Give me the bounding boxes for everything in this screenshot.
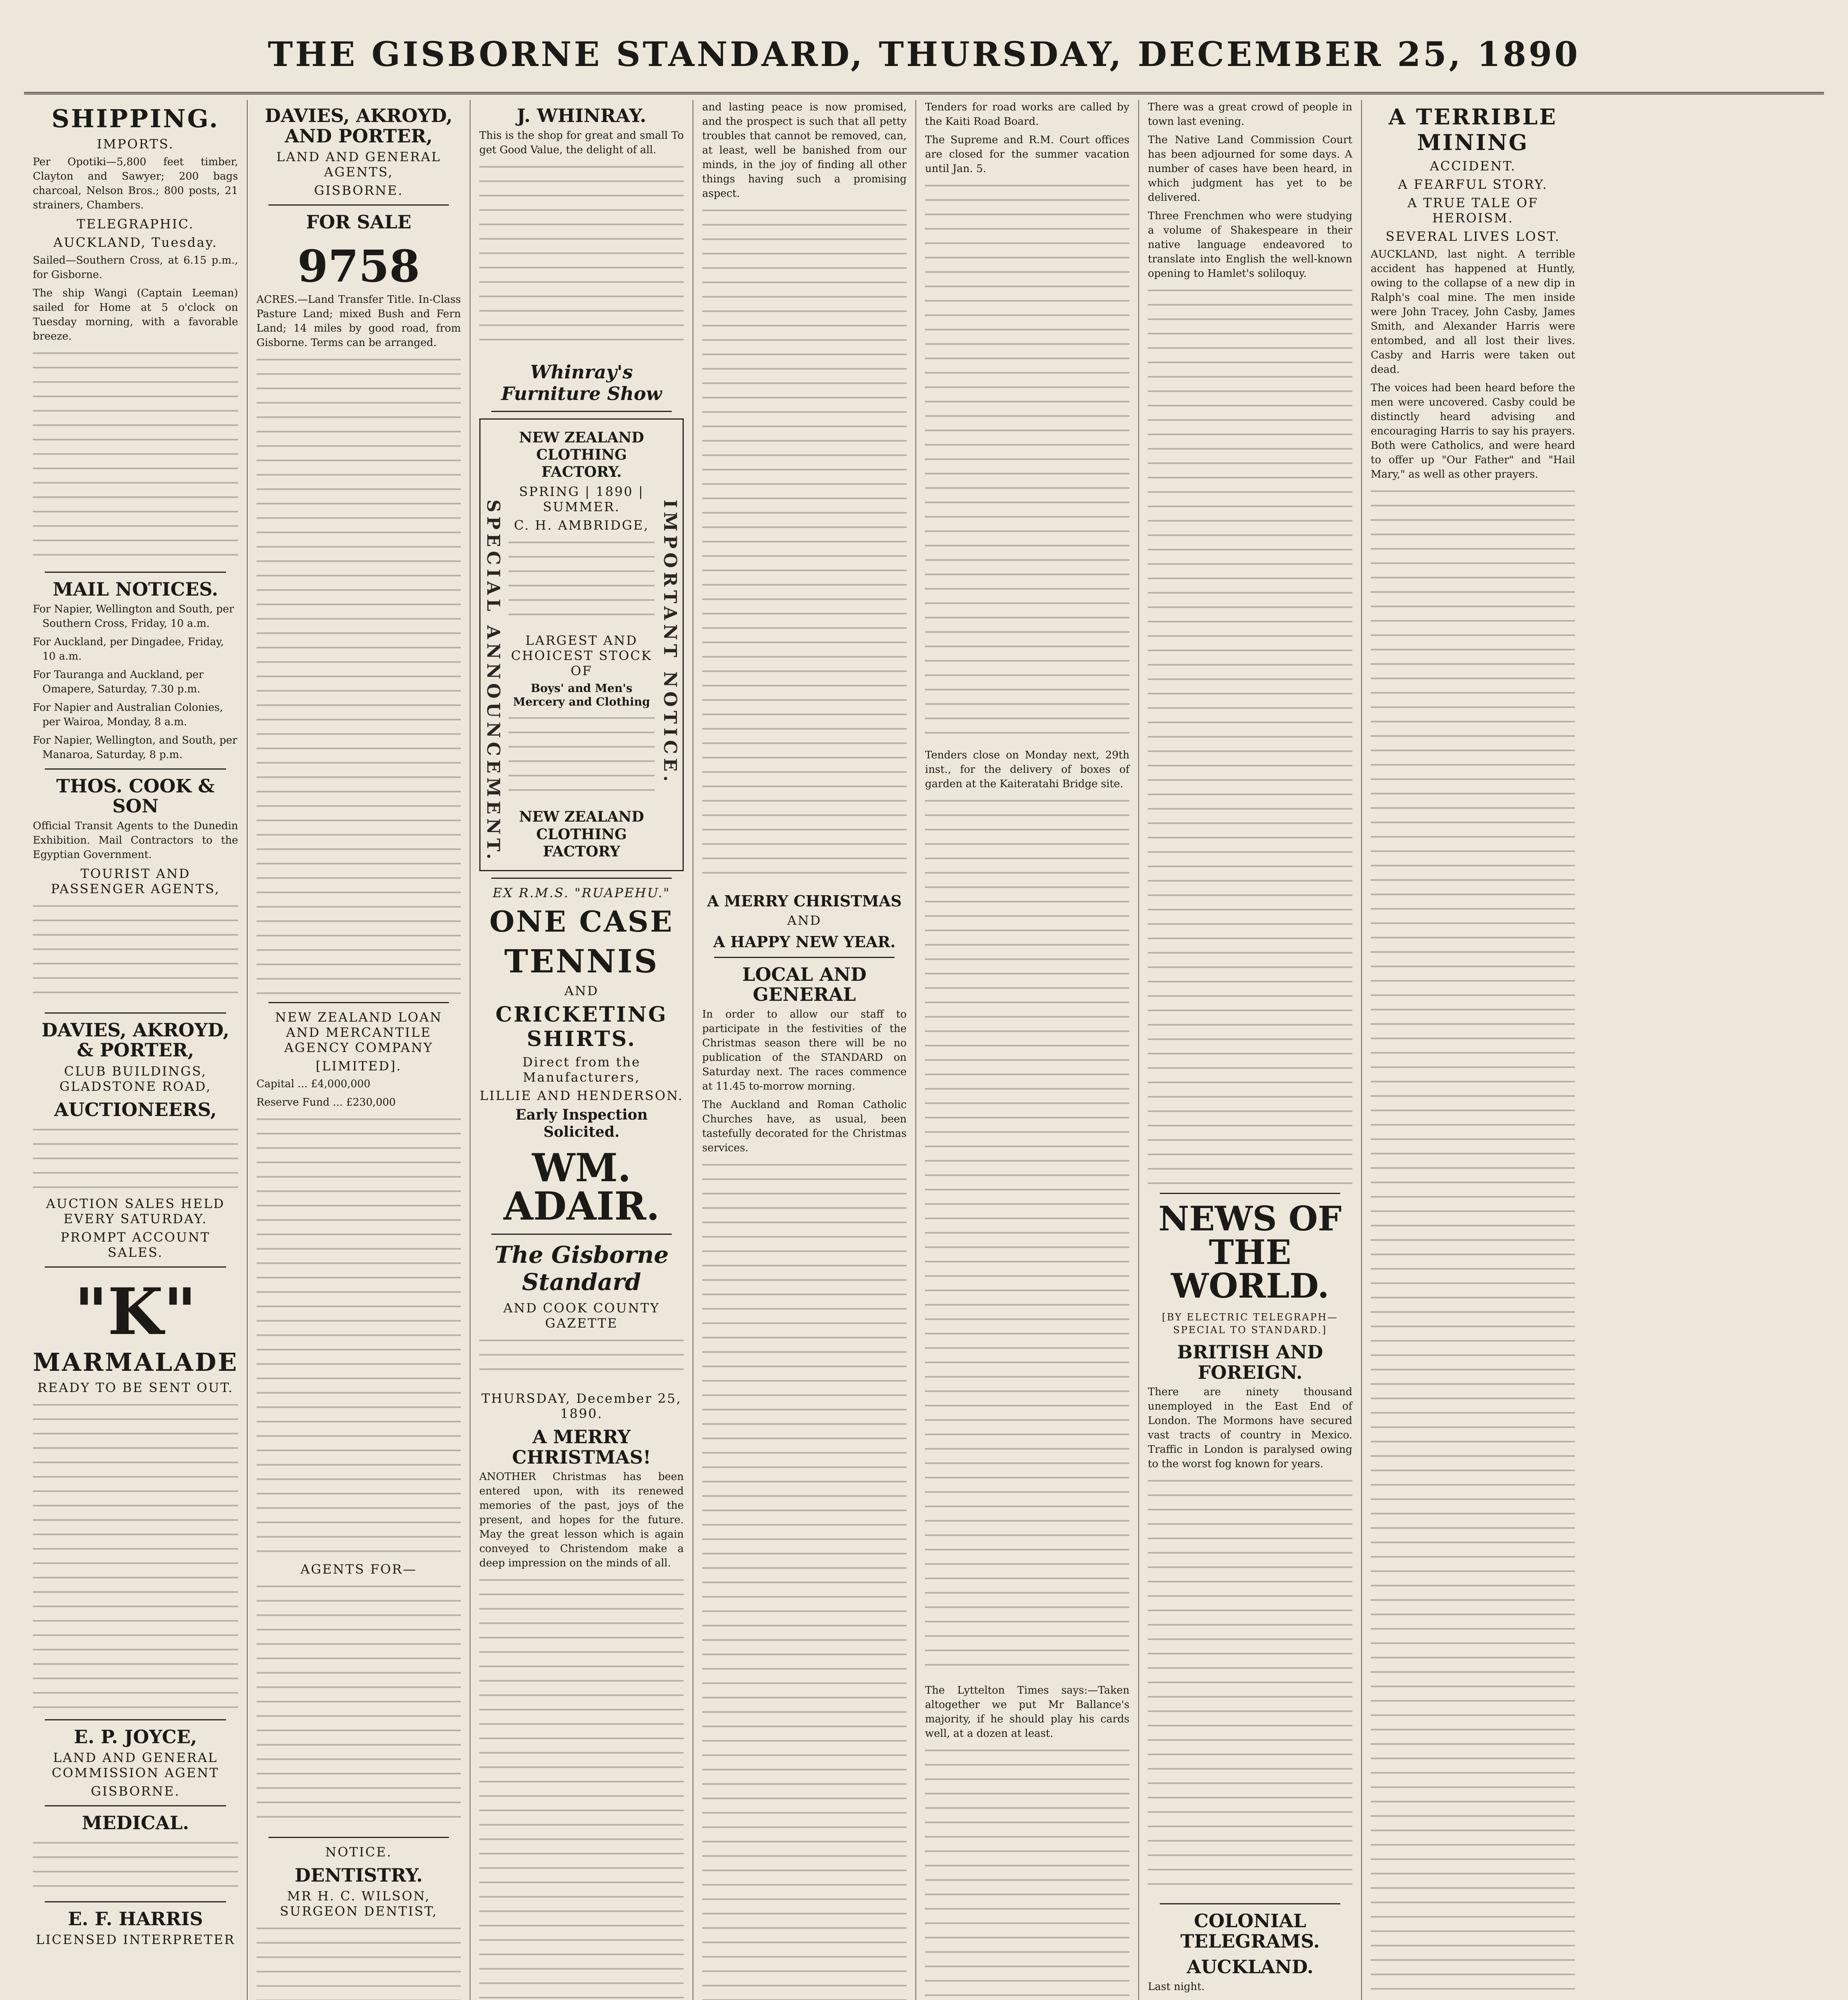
divider: [45, 572, 226, 573]
article-text-block: [479, 1335, 684, 1383]
column-4: [693, 100, 915, 2000]
capital-line: Capital ... £4,000,000: [256, 1078, 370, 1090]
largest-line: LARGEST AND CHOICEST STOCK OF: [511, 633, 652, 679]
furniture-heading: Whinray's Furniture Show: [501, 361, 662, 404]
early-inspection: Early Inspection Solicited.: [515, 1106, 648, 1141]
british-text: There are ninety thousand unemployed in the East End of London. The Mormons have secured vast tracts of country in Mexico. Traffic in London is paralysed owing to the worst fog known for years.: [1148, 1386, 1352, 1470]
divider: [491, 1234, 672, 1235]
auckland-heading: AUCKLAND.: [1187, 1956, 1313, 1978]
imports-heading: IMPORTS.: [97, 136, 174, 152]
lives-lost-heading: SEVERAL LIVES LOST.: [1385, 229, 1560, 244]
prompt-sales: PROMPT ACCOUNT SALES.: [60, 1229, 210, 1260]
mail-notices-heading: MAIL NOTICES.: [52, 578, 218, 600]
article-text-block: [256, 1581, 461, 1829]
para: The Lyttelton Times says:—Taken altogether we put Mr Ballance's majority, if he should play his cards well, at a dozen at least.: [925, 1684, 1129, 1740]
divider: [45, 1012, 226, 1014]
story-text: AUCKLAND, last night. A terrible accident has happened at Huntly, owing to the collapse of a new dip in Ralph's coal mine. The men inside were John Tracey, John Casby, James Smith, and Alexander Harris were entombed, and all lost their lives. Casby and Harris were taken out dead.: [1371, 248, 1575, 376]
para: The Native Land Commission Court has been adjourned for some days. A number of cases have been heard, in which judgment has yet to be delivered.: [1148, 134, 1352, 204]
davies-heading: DAVIES, AKROYD, & PORTER,: [41, 1019, 230, 1061]
true-tale-heading: A TRUE TALE OF HEROISM.: [1407, 195, 1539, 226]
acres-text: ACRES.—Land Transfer Title. In-Class Pasture Land; mixed Bush and Fern Land; 14 miles by good road, from Gisborne. Terms can be arranged.: [256, 293, 461, 349]
wm-adair: WM. ADAIR.: [503, 1145, 660, 1229]
local-more: The Auckland and Roman Catholic Churches have, as usual, been tastefully decorated for the Christmas services.: [702, 1098, 907, 1154]
lillie-line: LILLIE AND HENDERSON.: [479, 1088, 684, 1103]
interpreter-sub: LICENSED INTERPRETER: [36, 1932, 235, 1948]
local-text: In order to allow our staff to participate in the festivities of the Christmas season there will be no publication of the STANDARD on Saturday next. The races commence at 11.45 to-morrow morning.: [702, 1008, 907, 1092]
merry-heading: A MERRY CHRISTMAS: [707, 892, 902, 910]
telegraphic-more: The ship Wangi (Captain Leeman) sailed for Home at 5 o'clock on Tuesday morning, with a favorable breeze.: [33, 287, 238, 342]
imports-text: Per Opotiki—5,800 feet timber, Clayton and Sawyer; 200 bags charcoal, Nelson Bros.; 800 posts, 21 strainers, Chambers.: [33, 156, 238, 211]
boys-line: Boys' and Men's Mercery and Clothing: [513, 682, 650, 708]
divider: [1160, 1193, 1340, 1194]
clothing-heading-2: NEW ZEALAND CLOTHING FACTORY: [519, 808, 644, 860]
acres-number: 9758: [297, 240, 420, 292]
limited-label: [LIMITED].: [316, 1058, 402, 1074]
clothing-heading: NEW ZEALAND CLOTHING FACTORY.: [519, 429, 644, 480]
davies-sub: CLUB BUILDINGS, GLADSTONE ROAD,: [59, 1063, 212, 1094]
cook-heading: THOS. COOK & SON: [56, 775, 215, 817]
joyce-sub: LAND AND GENERAL COMMISSION AGENT: [52, 1750, 219, 1781]
para: Tenders for road works are called by the Kaiti Road Board.: [925, 101, 1129, 128]
auctioneers-heading: AUCTIONEERS,: [54, 1098, 217, 1120]
divider: [491, 878, 672, 879]
telegraphic-text: Sailed—Southern Cross, at 6.15 p.m., for Gisborne.: [33, 254, 238, 281]
and-label: AND: [564, 983, 599, 998]
masthead: [24, 16, 1824, 94]
column-6: [1138, 100, 1361, 2000]
ready-sub: READY TO BE SENT OUT.: [37, 1380, 234, 1395]
intro-para: and lasting peace is now promised, and the prospect is such that all petty troubles that cannot be removed, can, at least, well be banished from our minds, in the joy of finding all other things having such a promising aspect.: [702, 101, 907, 200]
k-heading: "K": [74, 1274, 197, 1349]
column-3: [470, 100, 693, 2000]
notice-heading: NOTICE.: [325, 1844, 392, 1860]
last-night: Last night.: [1148, 1980, 1205, 1993]
para: The Supreme and R.M. Court offices are closed for the summer vacation until Jan. 5.: [925, 134, 1129, 175]
article-text-block: [925, 795, 1129, 1675]
nz-loan-heading: NEW ZEALAND LOAN AND MERCANTILE AGENCY COMPANY: [275, 1009, 442, 1055]
land-agents: LAND AND GENERAL AGENTS,: [276, 149, 441, 180]
article-text-block: [509, 712, 655, 800]
article-text-block: [925, 180, 1129, 740]
direct-line: Direct from the Manufacturers,: [522, 1054, 641, 1085]
article-text-block: [1371, 486, 1575, 1846]
ambridge-name: C. H. AMBRIDGE,: [514, 518, 649, 533]
mail-item: For Auckland, per Dingadee, Friday, 10 a.m.: [33, 636, 224, 662]
article-text-block: [256, 1923, 461, 2000]
happy-heading: A HAPPY NEW YEAR.: [713, 932, 896, 951]
divider: [714, 957, 895, 958]
terrible-heading: A TERRIBLE MINING: [1388, 104, 1558, 155]
news-of-the-world: NEWS OF THE WORLD.: [1158, 1199, 1342, 1306]
article-text-block: [33, 900, 238, 1004]
mail-item: For Tauranga and Auckland, per Omapere, Saturday, 7.30 p.m.: [33, 668, 204, 695]
dentist-name: MR H. C. WILSON, SURGEON DENTIST,: [280, 1888, 438, 1919]
column-2: [247, 100, 470, 2000]
cricketing: CRICKETING SHIRTS.: [495, 1002, 668, 1051]
medical-heading: MEDICAL.: [82, 1812, 189, 1834]
article-text-block: [1371, 1854, 1575, 2000]
divider: [45, 1719, 226, 1720]
mail-item: For Napier and Australian Colonies, per Wairoa, Monday, 8 a.m.: [33, 701, 223, 728]
harris-heading: E. F. HARRIS: [68, 1908, 203, 1930]
local-heading: LOCAL AND GENERAL: [742, 963, 867, 1006]
whinray-text: This is the shop for great and small To get Good Value, the delight of all.: [479, 129, 684, 156]
telegraphic-heading: TELEGRAPHIC.: [76, 216, 194, 232]
column-5: [915, 100, 1138, 2000]
column-1: [24, 100, 247, 2000]
article-text-block: [925, 1745, 1129, 2000]
british-heading: BRITISH AND FOREIGN.: [1177, 1341, 1323, 1383]
tennis: TENNIS: [504, 942, 659, 980]
gisborne-label: GISBORNE.: [90, 1784, 180, 1799]
divider: [491, 411, 672, 412]
whinray-heading: J. WHINRAY.: [517, 105, 647, 126]
article-text-block: [479, 1574, 684, 2000]
divider: [45, 1266, 226, 1268]
ruapehu-heading: EX R.M.S. "RUAPEHU.": [493, 885, 671, 900]
article-text-block: [1148, 1475, 1352, 1895]
clothing-ad: [479, 418, 684, 871]
divider: [268, 204, 449, 206]
standard-nameplate: The Gisborne Standard: [494, 1241, 669, 1296]
article-text-block: [479, 161, 684, 353]
merry-christmas-heading: A MERRY CHRISTMAS!: [512, 1426, 651, 1468]
telegraphic-dateline: AUCKLAND, Tuesday.: [53, 235, 218, 250]
divider: [1160, 1903, 1340, 1904]
side-important: IMPORTANT NOTICE.: [660, 499, 680, 786]
joyce-heading: E. P. JOYCE,: [74, 1726, 197, 1748]
marmalade-heading: MARMALADE: [33, 1347, 238, 1377]
by-telegraph: [BY ELECTRIC TELEGRAPH—SPECIAL TO STANDARD.]: [1162, 1312, 1338, 1336]
tourist-heading: TOURIST AND PASSENGER AGENTS,: [51, 866, 220, 896]
divider: [45, 1901, 226, 1902]
auction-sales: AUCTION SALES HELD EVERY SATURDAY.: [46, 1196, 225, 1226]
article-text-block: [509, 537, 655, 625]
davies-head: DAVIES, AKROYD, AND PORTER,: [264, 105, 453, 147]
dentistry-heading: DENTISTRY.: [294, 1864, 423, 1886]
fearful-heading: A FEARFUL STORY.: [1398, 177, 1548, 192]
gisborne-label: GISBORNE.: [314, 183, 404, 198]
accident-heading: ACCIDENT.: [1430, 158, 1516, 174]
para: There was a great crowd of people in town last evening.: [1148, 101, 1352, 128]
and-label: AND: [787, 912, 822, 928]
column-7: [1361, 100, 1584, 2000]
reserve-line: Reserve Fund ... £230,000: [256, 1096, 396, 1108]
side-special: SPECIAL ANNOUNCEMENT.: [483, 499, 503, 863]
article-text-block: [702, 1159, 907, 2000]
para: Tenders close on Monday next, 29th inst., for the delivery of boxes of garden at the Kaiteratahi Bridge site.: [925, 749, 1129, 790]
divider: [268, 1837, 449, 1838]
agents-for: AGENTS FOR—: [300, 1561, 417, 1577]
mail-item: For Napier, Wellington and South, per Southern Cross, Friday, 10 a.m.: [33, 603, 234, 630]
shipping-heading: SHIPPING.: [51, 104, 220, 133]
issue-date: THURSDAY, December 25, 1890.: [481, 1391, 682, 1422]
article-text-block: [256, 1114, 461, 1554]
spring-line: SPRING | 1890 | SUMMER.: [519, 484, 644, 515]
page-title: THE GISBORNE STANDARD, THURSDAY, DECEMBER 25, 1890: [268, 34, 1580, 74]
for-sale-heading: FOR SALE: [306, 211, 412, 233]
article-text-block: [33, 1124, 238, 1188]
article-text-block: [1148, 285, 1352, 1185]
cook-county: AND COOK COUNTY GAZETTE: [503, 1300, 660, 1331]
article-text-block: [33, 348, 238, 564]
cook-text: Official Transit Agents to the Dunedin Exhibition. Mail Contractors to the Egyptian Government.: [33, 820, 238, 861]
columns: [24, 100, 1824, 2000]
colonial-heading: COLONIAL TELEGRAMS.: [1180, 1910, 1320, 1952]
divider: [268, 1002, 449, 1003]
one-case: ONE CASE: [489, 904, 674, 938]
para: Three Frenchmen who were studying a volume of Shakespeare in their native language endeavored to translate into English the well-known opening to Hamlet's soliloquy.: [1148, 210, 1352, 280]
divider: [45, 768, 226, 770]
article-text-block: [702, 205, 907, 885]
article-text-block: [33, 1837, 238, 1893]
divider: [45, 1805, 226, 1806]
article-text-block: [33, 1399, 238, 1711]
mail-item: For Napier, Wellington, and South, per Manaroa, Saturday, 8 p.m.: [33, 734, 237, 761]
merry-text: ANOTHER Christmas has been entered upon, with its renewed memories of the past, joys of the present, and hopes for the future. May the great lesson which is again conveyed to Christendom make a deep impression on the minds of all.: [479, 1471, 684, 1570]
story-text-2: The voices had been heard before the men were uncovered. Casby could be distinctly heard advising and encouraging Harris to say his prayers. Both were Catholics, and were heard to offer up "Our Father" and "Hail Mary," as well as other prayers.: [1371, 382, 1575, 480]
listing-text-block: [256, 354, 461, 994]
article-text-block: [1148, 1998, 1352, 2000]
